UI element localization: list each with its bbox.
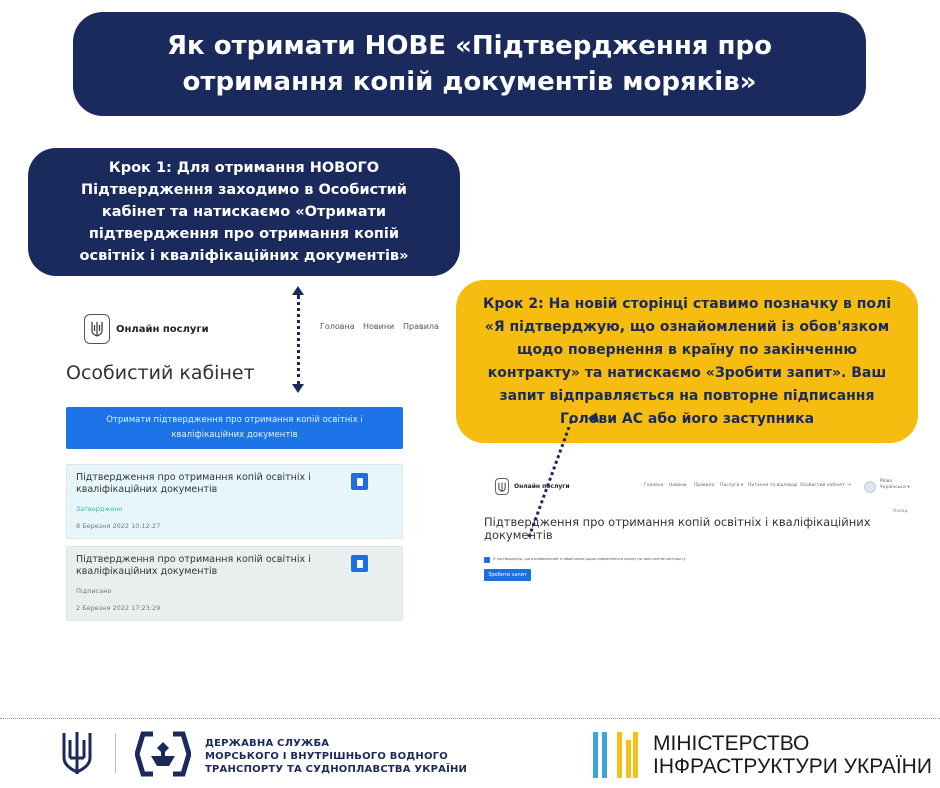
card-date: 2 Березня 2022 17:23:29 xyxy=(76,604,161,612)
get-confirmation-button[interactable]: Отримати підтвердження про отримання копій освітніх і кваліфікаційних документів xyxy=(66,407,403,449)
coat-of-arms-icon xyxy=(62,730,92,780)
nav-services[interactable]: Послуги ▾ xyxy=(720,483,744,488)
status-badge: Підписано xyxy=(76,587,112,595)
language-value: Українська ▾ xyxy=(880,485,910,490)
ministry-logo-icon xyxy=(593,732,643,782)
agency-name: ДЕРЖАВНА СЛУЖБА МОРСЬКОГО І ВНУТРІШНЬОГО ВОДНОГО ТРАНСПОРТУ ТА СУДНОПЛАВСТВА УКРАЇНИ xyxy=(205,738,468,775)
card-title: Підтвердження про отримання копій освітніх і кваліфікаційних документів xyxy=(76,472,311,495)
confirm-checkbox-label[interactable]: Я підтверджую, що ознайомлений із обов'язком щодо повернення в країну по закінченню контракту xyxy=(493,557,686,561)
nav-rules[interactable]: Правила xyxy=(403,322,439,331)
page-title: Як отримати НОВЕ «Підтвердження про отримання копій документів моряків» xyxy=(167,31,772,97)
site-logo-text[interactable]: Онлайн послуги xyxy=(116,324,209,335)
status-badge: Затверджено xyxy=(76,505,123,513)
nav-cabinet[interactable]: Особистий кабінет xyxy=(800,483,845,488)
trident-logo-icon[interactable] xyxy=(495,478,509,495)
footer-separator xyxy=(115,733,116,773)
confirmation-card[interactable] xyxy=(66,464,403,539)
avatar[interactable] xyxy=(864,481,876,493)
site-logo-text[interactable]: Онлайн послуги xyxy=(514,483,570,490)
language-selector[interactable] xyxy=(880,479,910,491)
nav-news[interactable]: Новини xyxy=(363,322,395,331)
document-icon[interactable] xyxy=(351,473,368,490)
nav-faq[interactable]: Питання та відповіді xyxy=(748,483,798,488)
dotted-connector xyxy=(297,295,300,385)
card-date: 8 Березня 2022 10:12:27 xyxy=(76,522,161,530)
submit-request-button[interactable]: Зробити запит xyxy=(484,569,531,581)
nav-news[interactable]: Новини xyxy=(669,483,687,488)
trident-logo-icon[interactable] xyxy=(84,314,110,344)
step-2-text: Крок 2: На новій сторінці ставимо позначку в полі «Я підтверджую, що ознайомлений із обов'язком щодо повернення в країну по закінченню контракту» та натискаємо «Зробити запит». Ваш запит відправляється на повторне підписання Голови АС або його заступника xyxy=(482,295,892,427)
step-1-callout xyxy=(28,148,460,276)
back-link[interactable]: Назад xyxy=(893,509,908,514)
arrow-up-icon xyxy=(292,286,304,295)
request-heading: Підтвердження про отримання копій освітніх і кваліфікаційних документів xyxy=(484,515,871,542)
nav-rules[interactable]: Правила xyxy=(694,483,715,488)
nav-home[interactable]: Головна xyxy=(320,322,355,331)
arrow-down-icon xyxy=(292,384,304,393)
language-label: Мова xyxy=(880,479,893,484)
document-icon[interactable] xyxy=(351,555,368,572)
confirm-checkbox[interactable] xyxy=(484,557,490,563)
nav-home[interactable]: Головна xyxy=(644,483,664,488)
login-icon[interactable]: ⇥ xyxy=(847,483,851,488)
cabinet-heading: Особистий кабінет xyxy=(66,362,255,384)
ministry-name: МІНІСТЕРСТВО ІНФРАСТРУКТУРИ УКРАЇНИ xyxy=(653,732,932,778)
step-1-text: Крок 1: Для отримання НОВОГО Підтвердження заходимо в Особистий кабінет та натискаємо «Отримати підтвердження про отримання копій освітніх і кваліфікаційних документів» xyxy=(79,160,409,264)
step-2-callout xyxy=(456,280,918,443)
footer-divider xyxy=(0,718,940,719)
confirmation-card[interactable] xyxy=(66,546,403,621)
card-title: Підтвердження про отримання копій освітніх і кваліфікаційних документів xyxy=(76,554,311,577)
agency-logo-icon xyxy=(135,730,191,782)
title-banner xyxy=(73,12,866,116)
